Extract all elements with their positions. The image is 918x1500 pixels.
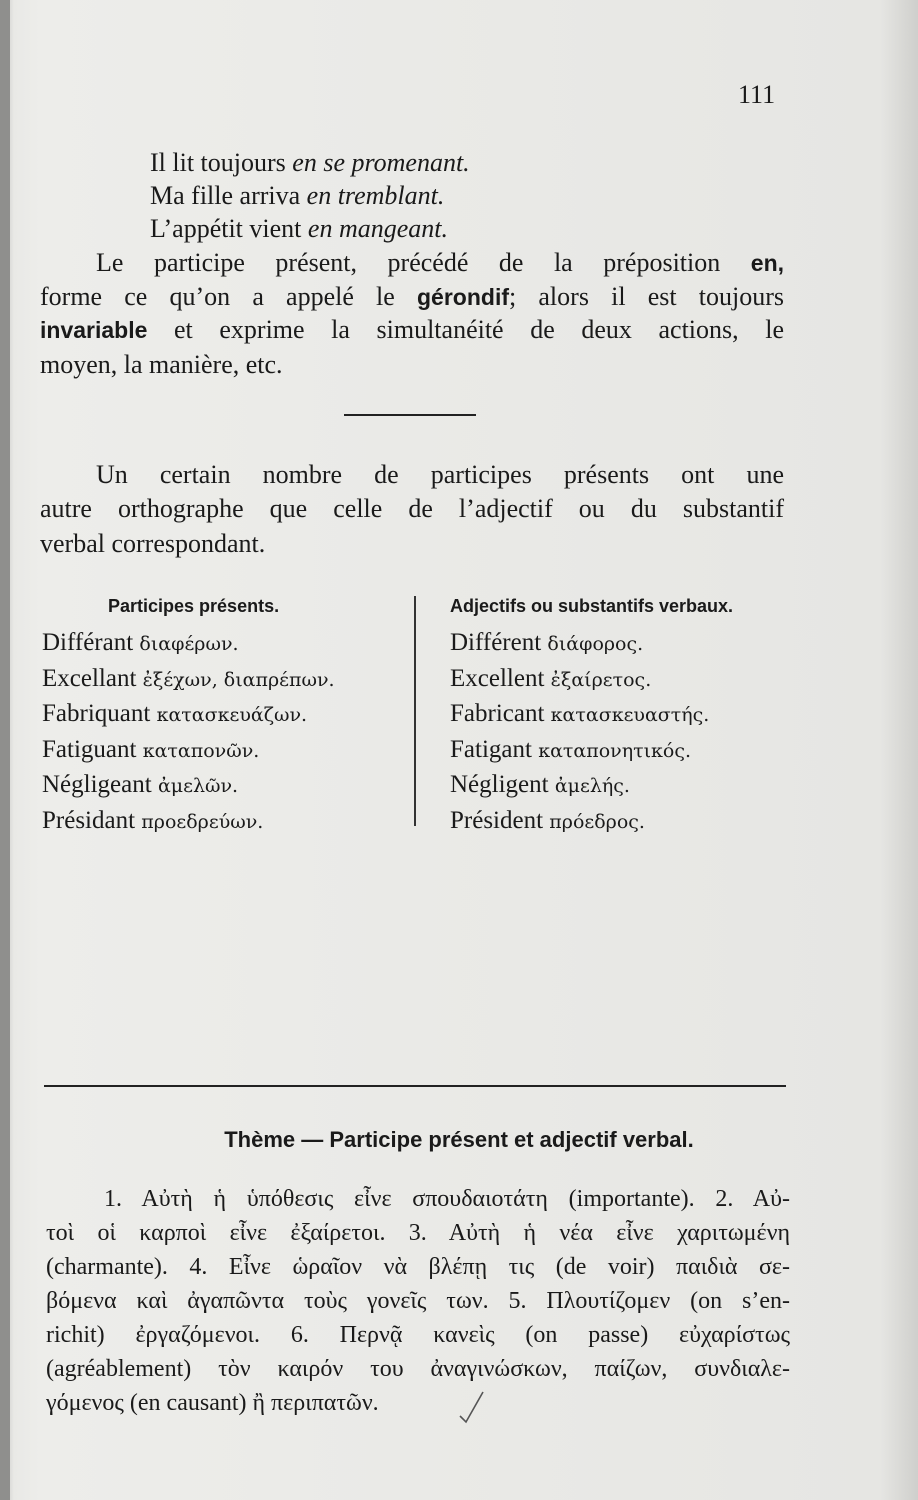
paragraph1-line2 (40, 282, 784, 312)
bold-term: en, (750, 250, 785, 276)
example-text: Ma fille arriva (150, 181, 307, 210)
greek-word: ἐξέχων, διαπρέπων. (142, 668, 335, 691)
example-italic: en mangeant. (307, 214, 448, 243)
table-row (42, 662, 335, 698)
example-line (150, 148, 470, 178)
greek-word: ἀμελής. (554, 775, 630, 798)
table-row (450, 626, 709, 662)
text: ; alors il est toujours (509, 282, 784, 311)
text: et exprime la simultanéité de deux actions, le (174, 315, 784, 344)
greek-word: καταπονῶν. (142, 739, 260, 762)
paragraph2-line3: verbal correspondant. (40, 529, 266, 558)
paragraph2-line1: Un certain nombre de participes présents ont une (96, 460, 784, 489)
french-word: Présidant (42, 806, 136, 834)
pencil-check-mark-icon (456, 1390, 486, 1432)
french-word: Fabriquant (42, 700, 151, 728)
theme-line: (charmante). 4. Εἶνε ὡραῖον νὰ βλέπῃ τις (de voir) παιδιὰ σε- (46, 1254, 790, 1280)
bold-term: invariable (40, 317, 148, 343)
theme-line: richit) ἐργαζόμενοι. 6. Περνᾷ κανεὶς (on passe) εὐχαρίστως (46, 1322, 790, 1348)
left-column (42, 626, 335, 840)
right-column-header: Adjectifs ou substantifs verbaux. (450, 596, 734, 616)
example-italic: en tremblant. (306, 181, 445, 210)
table-row (450, 733, 709, 769)
french-word: Fatiguant (42, 735, 137, 763)
theme-subtitle: — Participe présent et adjectif verbal. (295, 1127, 694, 1152)
paragraph2-line2: autre orthographe que celle de l’adjectif ou du substantif (40, 494, 784, 523)
table-row (450, 768, 709, 804)
french-word: Différent (450, 629, 542, 656)
text: Le participe présent, précédé de la préposition (96, 248, 721, 277)
example-text: Il lit toujours (150, 148, 293, 177)
greek-word: κατασκευαστής. (550, 704, 710, 727)
french-word: Président (450, 806, 544, 834)
short-separator (344, 414, 476, 416)
theme-label: Thème (224, 1127, 296, 1152)
greek-word: πρόεδρος. (549, 810, 645, 833)
check-mark-icon (456, 1390, 486, 1424)
table-row (42, 733, 335, 769)
table-row (42, 626, 335, 662)
table-row (450, 804, 709, 840)
french-word: Fabricant (450, 700, 545, 728)
greek-word: προεδρεύων. (141, 810, 264, 833)
text: forme ce qu’on a appelé le (40, 282, 395, 311)
french-word: Excellant (42, 664, 137, 692)
french-word: Négligent (450, 771, 549, 799)
theme-line: 1. Αὐτὴ ἡ ὑπόθεσις εἶνε σπουδαιοτάτη (importante). 2. Αὐ- (104, 1186, 790, 1212)
bold-term: gérondif (417, 284, 509, 310)
greek-word: ἀμελῶν. (157, 775, 239, 798)
table-row (42, 697, 335, 733)
theme-line: γόμενος (en causant) ἢ περιπατῶν. (46, 1390, 379, 1416)
example-line (150, 181, 444, 211)
table-row (450, 697, 709, 733)
page-spine-shadow (0, 0, 10, 1500)
french-word: Différant (42, 629, 134, 656)
example-line (150, 214, 448, 244)
column-divider (414, 596, 416, 826)
example-italic: en se promenant. (292, 148, 470, 177)
page-number: 111 (738, 80, 776, 109)
example-text: L’appétit vient (150, 214, 308, 243)
right-column (450, 626, 709, 840)
theme-line: (agréablement) τὸν καιρόν του ἀναγινώσκων, παίζων, συνδιαλε- (46, 1356, 790, 1382)
greek-word: καταπονητικός. (538, 739, 692, 762)
theme-title (0, 1127, 918, 1153)
paragraph1-line1 (96, 248, 784, 278)
section-divider (44, 1085, 786, 1087)
left-column-header: Participes présents. (108, 596, 280, 616)
french-word: Excellent (450, 664, 545, 692)
table-row (450, 662, 709, 698)
greek-word: κατασκευάζων. (156, 704, 308, 727)
paragraph1-line3 (40, 315, 784, 345)
table-row (42, 804, 335, 840)
table-row (42, 768, 335, 804)
greek-word: διαφέρων. (139, 633, 239, 655)
paragraph1-line4: moyen, la manière, etc. (40, 350, 283, 379)
greek-word: ἐξαίρετος. (550, 668, 652, 691)
french-word: Fatigant (450, 735, 532, 763)
theme-line: βόμενα καὶ ἀγαπῶντα τοὺς γονεῖς των. 5. Πλουτίζομεν (on s’en- (46, 1288, 790, 1314)
theme-line: τοὶ οἱ καρποὶ εἶνε ἐξαίρετοι. 3. Αὐτὴ ἡ νέα εἶνε χαριτωμένη (46, 1220, 790, 1246)
greek-word: διάφορος. (547, 633, 644, 655)
french-word: Négligeant (42, 771, 152, 799)
